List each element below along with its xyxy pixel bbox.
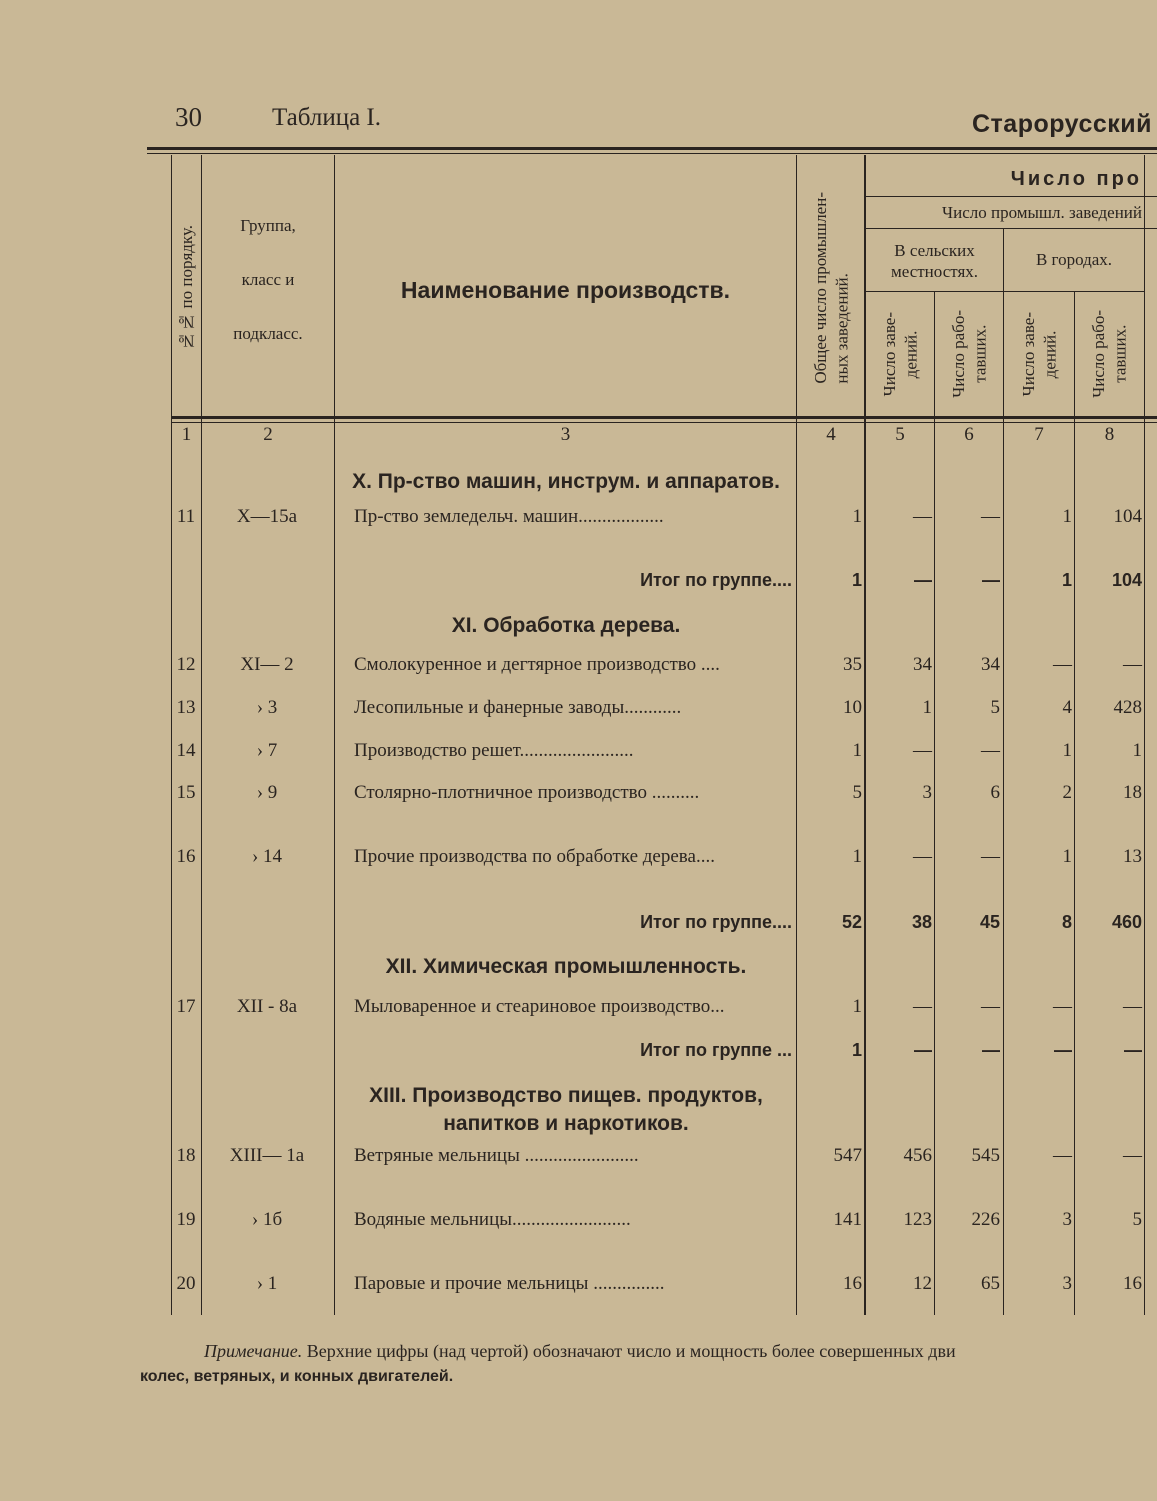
footnote-line1: Верхние цифры (над чертой) обозначают число и мощность более совершенных дви bbox=[306, 1341, 956, 1361]
row-rural-work: 65 bbox=[981, 1273, 1000, 1294]
row-number: 20 bbox=[176, 1273, 196, 1294]
row-urban-work: — bbox=[1123, 996, 1142, 1017]
footnote-lead: Примечание. bbox=[204, 1341, 303, 1361]
col-total-header: Общее число промышлен- ных заведений. bbox=[810, 191, 851, 384]
colnum-4: 4 bbox=[826, 424, 836, 445]
row-rural-work: 226 bbox=[971, 1209, 1000, 1230]
table-row bbox=[0, 654, 1157, 680]
colnum-1: 1 bbox=[181, 424, 192, 445]
subtotal-label: Итог по группе ... bbox=[640, 1040, 792, 1060]
row-name: Прочие производства по обработке дерева.... bbox=[354, 846, 715, 867]
col-group-header: Группа, класс и подкласс. bbox=[233, 216, 303, 343]
subtotal-total: 1 bbox=[851, 1040, 862, 1060]
vline-right bbox=[1144, 155, 1145, 1315]
page-header bbox=[0, 100, 1157, 140]
table-row bbox=[0, 1145, 1157, 1171]
row-rural-work: 34 bbox=[981, 654, 1000, 675]
row-number: 15 bbox=[176, 782, 196, 803]
subtotal-total: 1 bbox=[851, 570, 862, 590]
colnum-2: 2 bbox=[263, 424, 273, 445]
row-rural-est: 12 bbox=[913, 1273, 932, 1294]
row-urban-work: — bbox=[1123, 1145, 1142, 1166]
row-urban-est: — bbox=[1053, 1145, 1072, 1166]
subtotal-rural-est: — bbox=[914, 570, 932, 590]
table-row bbox=[0, 996, 1157, 1022]
subtotal-rural-work: — bbox=[982, 1040, 1000, 1060]
top-rule-thin bbox=[147, 153, 1157, 154]
row-rural-work: 5 bbox=[990, 697, 1000, 718]
row-name: Паровые и прочие мельницы ............... bbox=[354, 1273, 665, 1294]
region-title: Старорусский bbox=[972, 110, 1153, 138]
table-row bbox=[0, 506, 1157, 532]
row-urban-est: — bbox=[1053, 654, 1072, 675]
row-rural-est: 3 bbox=[922, 782, 932, 803]
colnum-8: 8 bbox=[1104, 424, 1115, 445]
row-rural-work: — bbox=[981, 846, 1000, 867]
vline-group bbox=[334, 155, 335, 1315]
row-group: XIII— 1a bbox=[229, 1145, 305, 1166]
row-rural-est: 123 bbox=[903, 1209, 932, 1230]
col-rural-header: В сельских местностях. bbox=[890, 240, 979, 281]
subtotal-rural-work: — bbox=[982, 570, 1000, 590]
row-group: XI— 2 bbox=[240, 654, 294, 675]
hline-super bbox=[866, 196, 1157, 197]
row-group: › 1 bbox=[256, 1273, 278, 1294]
row-urban-work: 16 bbox=[1123, 1273, 1142, 1294]
row-urban-work: 13 bbox=[1123, 846, 1142, 867]
row-name: Столярно-плотничное производство .......... bbox=[354, 782, 700, 803]
col-urban-work-header: Число рабо- тавших. bbox=[1089, 310, 1130, 398]
col-super-header: Число про bbox=[1010, 167, 1142, 190]
colnum-7: 7 bbox=[1034, 424, 1044, 445]
column-numbers-row bbox=[0, 424, 1157, 450]
row-total: 141 bbox=[833, 1209, 862, 1230]
table-title: Таблица I. bbox=[272, 104, 381, 131]
subtotal-urban-est: 8 bbox=[1061, 912, 1072, 932]
row-urban-work: — bbox=[1123, 654, 1142, 675]
row-urban-work: 5 bbox=[1132, 1209, 1142, 1230]
row-urban-est: 2 bbox=[1062, 782, 1072, 803]
row-urban-est: — bbox=[1053, 996, 1072, 1017]
colnum-5: 5 bbox=[895, 424, 905, 445]
row-urban-est: 1 bbox=[1062, 506, 1072, 527]
footnote-line2: колес, ветряных, и конных двигателей. bbox=[140, 1368, 454, 1385]
table-row bbox=[0, 782, 1157, 808]
subtotal-label: Итог по группе.... bbox=[640, 912, 792, 932]
row-group: › 7 bbox=[256, 740, 278, 761]
subtotal-label: Итог по группе.... bbox=[640, 570, 792, 590]
section-title: XI. Обработка дерева. bbox=[451, 614, 681, 637]
colnum-3: 3 bbox=[560, 424, 571, 445]
col-subsuper-header: Число промышл. заведений bbox=[942, 203, 1142, 223]
section-title: XII. Химическая промышленность. bbox=[385, 955, 747, 978]
hline-areas bbox=[866, 291, 1144, 292]
col-name-header: Наименование производств. bbox=[400, 276, 731, 303]
subtotal-urban-est: 1 bbox=[1061, 570, 1072, 590]
row-urban-est: 1 bbox=[1062, 740, 1072, 761]
row-urban-work: 1 bbox=[1132, 740, 1142, 761]
row-total: 35 bbox=[843, 654, 862, 675]
subtotal-row bbox=[0, 912, 1157, 938]
row-name: Пр-ство земледельч. машин.................. bbox=[354, 506, 664, 527]
table-row bbox=[0, 740, 1157, 766]
row-total: 1 bbox=[852, 740, 862, 761]
row-total: 1 bbox=[852, 996, 862, 1017]
row-name: Производство решет........................ bbox=[354, 740, 634, 761]
top-rule bbox=[147, 147, 1157, 150]
row-group: › 1б bbox=[251, 1209, 283, 1230]
row-group: › 9 bbox=[256, 782, 278, 803]
subtotal-row bbox=[0, 570, 1157, 596]
row-urban-est: 1 bbox=[1062, 846, 1072, 867]
hline-subsuper bbox=[866, 228, 1157, 229]
row-number: 13 bbox=[176, 697, 196, 718]
subtotal-rural-work: 45 bbox=[979, 912, 1000, 932]
row-number: 12 bbox=[176, 654, 196, 675]
table-row bbox=[0, 1209, 1157, 1235]
row-total: 1 bbox=[852, 846, 862, 867]
row-rural-est: — bbox=[913, 846, 932, 867]
colnum-6: 6 bbox=[964, 424, 974, 445]
subtotal-urban-est: — bbox=[1054, 1040, 1072, 1060]
row-urban-est: 4 bbox=[1062, 697, 1072, 718]
col-rural-est-header: Число заве- дений. bbox=[879, 311, 920, 397]
hline-header-bottom-thin bbox=[171, 422, 1157, 423]
footnote bbox=[140, 1338, 1150, 1390]
row-rural-work: 545 bbox=[971, 1145, 1000, 1166]
row-name: Лесопильные и фанерные заводы............ bbox=[354, 697, 682, 718]
col-rural-work-header: Число рабо- тавших. bbox=[948, 310, 989, 398]
col-urban-header: В городах. bbox=[1035, 250, 1113, 270]
row-urban-work: 104 bbox=[1113, 506, 1142, 527]
row-name: Водяные мельницы......................... bbox=[354, 1209, 631, 1230]
page-number: 30 bbox=[175, 102, 202, 132]
row-total: 547 bbox=[833, 1145, 862, 1166]
section-title: XIII. Производство пищев. продуктов, напитков и наркотиков. bbox=[369, 1084, 763, 1135]
row-rural-work: — bbox=[981, 506, 1000, 527]
row-number: 18 bbox=[176, 1145, 196, 1166]
table-row bbox=[0, 1273, 1157, 1299]
subtotal-row bbox=[0, 1040, 1157, 1066]
subtotal-rural-est: 38 bbox=[911, 912, 932, 932]
row-name: Ветряные мельницы ........................ bbox=[354, 1145, 639, 1166]
subtotal-rural-est: — bbox=[914, 1040, 932, 1060]
row-number: 14 bbox=[176, 740, 196, 761]
subtotal-urban-work: 104 bbox=[1111, 570, 1142, 590]
subtotal-total: 52 bbox=[841, 912, 862, 932]
row-number: 11 bbox=[176, 506, 196, 527]
row-rural-est: — bbox=[913, 740, 932, 761]
row-rural-est: — bbox=[913, 996, 932, 1017]
row-total: 5 bbox=[852, 782, 862, 803]
row-rural-est: 456 bbox=[903, 1145, 932, 1166]
row-urban-work: 428 bbox=[1113, 697, 1142, 718]
row-group: XII - 8a bbox=[236, 996, 298, 1017]
row-group: X—15a bbox=[236, 506, 298, 527]
row-rural-est: 1 bbox=[922, 697, 932, 718]
hline-header-bottom bbox=[171, 416, 1157, 419]
row-name: Мыловаренное и стеариновое производство... bbox=[354, 996, 725, 1017]
row-total: 10 bbox=[843, 697, 862, 718]
row-rural-work: — bbox=[981, 996, 1000, 1017]
section-title: X. Пр-ство машин, инструм. и аппаратов. bbox=[352, 470, 780, 493]
row-urban-est: 3 bbox=[1062, 1273, 1072, 1294]
subtotal-urban-work: — bbox=[1124, 1040, 1142, 1060]
row-urban-work: 18 bbox=[1123, 782, 1142, 803]
col-num-header: №№ по порядку. bbox=[176, 224, 196, 351]
table-row bbox=[0, 846, 1157, 872]
row-total: 1 bbox=[852, 506, 862, 527]
table-row bbox=[0, 697, 1157, 723]
row-urban-est: 3 bbox=[1062, 1209, 1072, 1230]
row-number: 19 bbox=[176, 1209, 196, 1230]
row-rural-est: 34 bbox=[913, 654, 932, 675]
row-name: Смолокуренное и дегтярное производство .... bbox=[354, 654, 720, 675]
row-number: 17 bbox=[176, 996, 196, 1017]
row-rural-est: — bbox=[913, 506, 932, 527]
col-urban-est-header: Число заве- дений. bbox=[1018, 311, 1059, 397]
subtotal-urban-work: 460 bbox=[1111, 912, 1142, 932]
vline-name bbox=[796, 155, 797, 1315]
row-total: 16 bbox=[843, 1273, 862, 1294]
row-rural-work: — bbox=[981, 740, 1000, 761]
row-number: 16 bbox=[176, 846, 196, 867]
row-group: › 14 bbox=[251, 846, 283, 867]
row-group: › 3 bbox=[256, 697, 278, 718]
row-rural-work: 6 bbox=[990, 782, 1000, 803]
